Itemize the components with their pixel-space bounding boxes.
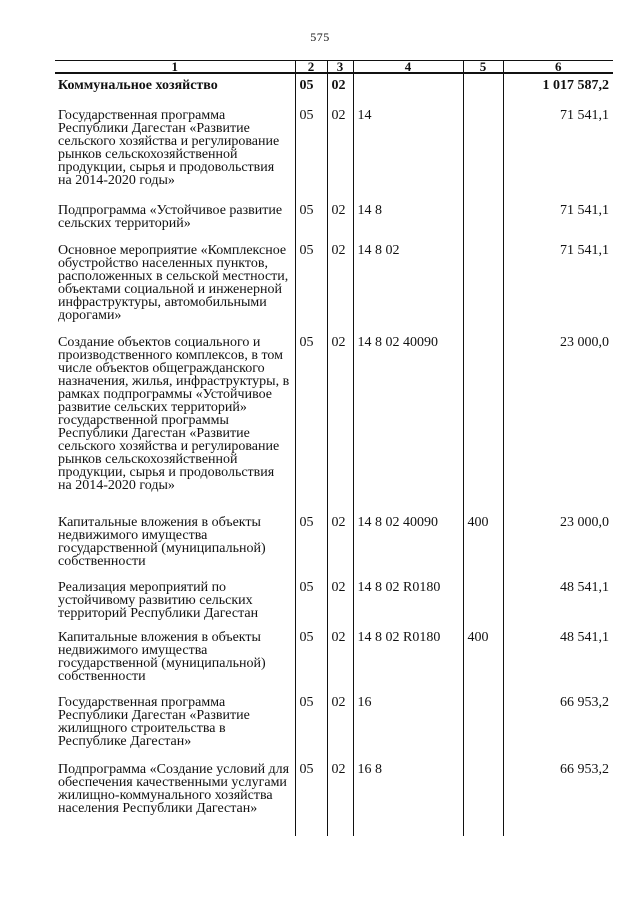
target-article-cell: 14 8 bbox=[353, 199, 463, 239]
section-code-cell: 05 bbox=[295, 626, 327, 691]
amount-cell: 23 000,0 bbox=[503, 331, 613, 511]
amount-cell: 66 953,2 bbox=[503, 758, 613, 836]
row-name-cell: Капитальные вложения в объекты недвижимого имущества государственной (муниципальной) собственности bbox=[58, 630, 266, 684]
row-name-cell: Подпрограмма «Создание условий для обеспечения качественными услугами жилищно-коммунального хозяйства населения Республики Дагестан» bbox=[58, 762, 290, 816]
subsection-code-cell: 02 bbox=[327, 691, 353, 758]
subsection-code-cell: 02 bbox=[327, 758, 353, 836]
row-name-cell: Подпрограмма «Устойчивое развитие сельских территорий» bbox=[58, 203, 283, 231]
target-article-cell: 14 bbox=[353, 104, 463, 199]
table-body bbox=[55, 73, 613, 836]
expense-type-cell bbox=[463, 691, 503, 758]
section-code-cell: 05 bbox=[295, 576, 327, 626]
budget-table bbox=[55, 60, 613, 836]
subsection-code-cell: 02 bbox=[327, 104, 353, 199]
column-header: 6 bbox=[503, 61, 613, 74]
subsection-code-cell: 02 bbox=[327, 199, 353, 239]
expense-type-cell: 400 bbox=[463, 626, 503, 691]
expense-type-cell bbox=[463, 73, 503, 104]
subsection-code-cell: 02 bbox=[327, 576, 353, 626]
expense-type-cell bbox=[463, 239, 503, 331]
target-article-cell: 14 8 02 40090 bbox=[353, 511, 463, 576]
row-name-cell: Капитальные вложения в объекты недвижимого имущества государственной (муниципальной) собственности bbox=[58, 515, 266, 569]
column-header: 2 bbox=[295, 61, 327, 74]
table-row bbox=[55, 691, 613, 758]
row-name-cell: Основное мероприятие «Комплексное обустройство населенных пунктов, расположенных в сельской местности, объектами социальной и инженерной инфраструктуры, автомобильными дорогами» bbox=[58, 243, 289, 323]
table-header-row bbox=[55, 61, 613, 74]
subsection-code-cell: 02 bbox=[327, 626, 353, 691]
expense-type-cell bbox=[463, 331, 503, 511]
subsection-code-cell: 02 bbox=[327, 73, 353, 104]
expense-type-cell bbox=[463, 104, 503, 199]
page-number: 575 bbox=[310, 30, 330, 44]
amount-cell: 1 017 587,2 bbox=[503, 73, 613, 104]
target-article-cell: 14 8 02 R0180 bbox=[353, 576, 463, 626]
amount-cell: 71 541,1 bbox=[503, 239, 613, 331]
table-row bbox=[55, 576, 613, 626]
subsection-code-cell: 02 bbox=[327, 511, 353, 576]
section-code-cell: 05 bbox=[295, 199, 327, 239]
section-code-cell: 05 bbox=[295, 239, 327, 331]
target-article-cell: 14 8 02 bbox=[353, 239, 463, 331]
table-row bbox=[55, 626, 613, 691]
target-article-cell: 14 8 02 R0180 bbox=[353, 626, 463, 691]
table-row bbox=[55, 104, 613, 199]
column-header: 3 bbox=[327, 61, 353, 74]
amount-cell: 71 541,1 bbox=[503, 199, 613, 239]
table-row bbox=[55, 758, 613, 836]
amount-cell: 71 541,1 bbox=[503, 104, 613, 199]
expense-type-cell bbox=[463, 199, 503, 239]
row-name-cell: Коммунальное хозяйство bbox=[58, 78, 218, 93]
section-code-cell: 05 bbox=[295, 104, 327, 199]
target-article-cell: 14 8 02 40090 bbox=[353, 331, 463, 511]
table-row bbox=[55, 331, 613, 511]
expense-type-cell bbox=[463, 758, 503, 836]
subsection-code-cell: 02 bbox=[327, 331, 353, 511]
target-article-cell bbox=[353, 73, 463, 104]
expense-type-cell: 400 bbox=[463, 511, 503, 576]
amount-cell: 48 541,1 bbox=[503, 576, 613, 626]
subsection-code-cell: 02 bbox=[327, 239, 353, 331]
amount-cell: 23 000,0 bbox=[503, 511, 613, 576]
table-row bbox=[55, 199, 613, 239]
target-article-cell: 16 bbox=[353, 691, 463, 758]
section-code-cell: 05 bbox=[295, 331, 327, 511]
row-name-cell: Реализация мероприятий по устойчивому развитию сельских территорий Республики Дагестан bbox=[58, 580, 259, 621]
table-row bbox=[55, 239, 613, 331]
column-header: 1 bbox=[55, 61, 295, 74]
section-code-cell: 05 bbox=[295, 511, 327, 576]
table-row bbox=[55, 73, 613, 104]
amount-cell: 48 541,1 bbox=[503, 626, 613, 691]
section-code-cell: 05 bbox=[295, 691, 327, 758]
amount-cell: 66 953,2 bbox=[503, 691, 613, 758]
expense-type-cell bbox=[463, 576, 503, 626]
table-row bbox=[55, 511, 613, 576]
section-code-cell: 05 bbox=[295, 758, 327, 836]
target-article-cell: 16 8 bbox=[353, 758, 463, 836]
row-name-cell: Создание объектов социального и производственного комплексов, в том числе объектов общегражданского назначения, жилья, инфраструктуры, в рамках подпрограммы «Устойчивое развитие сельских территорий» государственной программы Республики Дагестан «Развитие сельского хозяйства и регулирование рынков сельскохозяйственной продукции, сырья и продовольствия на 2014-2020 годы» bbox=[58, 335, 290, 493]
row-name-cell: Государственная программа Республики Дагестан «Развитие жилищного строительства в Республике Дагестан» bbox=[58, 695, 250, 749]
section-code-cell: 05 bbox=[295, 73, 327, 104]
column-header: 5 bbox=[463, 61, 503, 74]
column-header: 4 bbox=[353, 61, 463, 74]
row-name-cell: Государственная программа Республики Дагестан «Развитие сельского хозяйства и регулирование рынков сельскохозяйственной продукции, сырья и продовольствия на 2014-2020 годы» bbox=[58, 108, 280, 188]
